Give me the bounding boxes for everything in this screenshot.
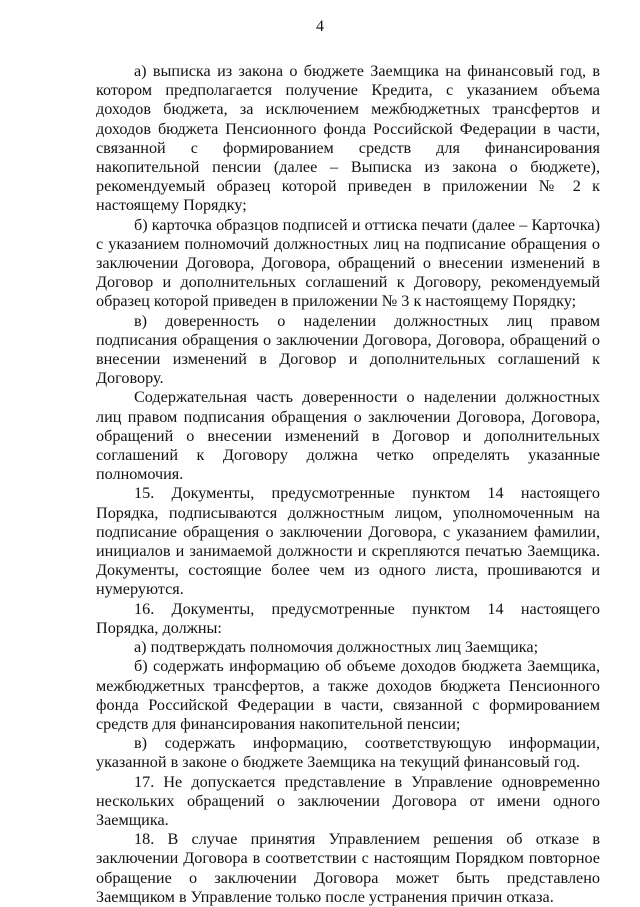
paragraph-16: 16. Документы, предусмотренные пунктом 14 настоящего Порядка, должны: (96, 599, 600, 637)
paragraph-16a: а) подтверждать полномочия должностных лиц Заемщика; (134, 638, 539, 657)
page-number: 4 (316, 18, 324, 35)
paragraph-power-of-attorney: Содержательная часть доверенности о наделении должностных лиц правом подписания обращения о заключении Договора, Договора, обращений о внесении изменений в Договор и дополнительных соглашений к Договору должна четко определять указанные полномочия. (96, 388, 600, 484)
document-body (96, 62, 600, 907)
paragraph-16c: в) содержать информацию, соответствующую информации, указанной в законе о бюджете Заемщика на текущий финансовый год. (96, 734, 600, 772)
paragraph-14b: б) карточка образцов подписей и оттиска печати (далее – Карточка) с указанием полномочий должностных лиц на подписание обращения о заключении Договора, Договора, обращений о внесении изменений в Договор и дополнительных соглашений к Договору, рекомендуемый образец которой приведен в приложении № 3 к настоящему Порядку; (96, 215, 600, 311)
paragraph-16b: б) содержать информацию об объеме доходов бюджета Заемщика, межбюджетных трансфертов, а также доходов бюджета Пенсионного фонда Российской Федерации в части, связанной с формированием средств для финансирования накопительной пенсии; (96, 657, 600, 733)
paragraph-18: 18. В случае принятия Управлением решения об отказе в заключении Договора в соответствии с настоящим Порядком повторное обращение о заключении Договора может быть представлено Заемщиком в Управление только после устранения причин отказа. (96, 830, 600, 906)
paragraph-15: 15. Документы, предусмотренные пунктом 14 настоящего Порядка, подписываются должностным лицом, уполномоченным на подписание обращения о заключении Договора, с указанием фамилии, инициалов и занимаемой должности и скрепляются печатью Заемщика. Документы, состоящие более чем из одного листа, прошиваются и нумеруются. (96, 484, 600, 599)
paragraph-17: 17. Не допускается представление в Управление одновременно нескольких обращений о заключении Договора от имени одного Заемщика. (96, 772, 600, 829)
paragraph-14c: в) доверенность о наделении должностных лиц правом подписания обращения о заключении Договора, Договора, обращений о внесении изменений в Договор и дополнительных соглашений к Договору. (96, 311, 600, 388)
paragraph-14a: а) выписка из закона о бюджете Заемщика на финансовый год, в котором предполагается получение Кредита, с указанием объема доходов бюджета, за исключением межбюджетных трансфертов и доходов бюджета Пенсионного фонда Российской Федерации в части, связанной с формированием средств для финансирования накопительной пенсии (далее – Выписка из закона о бюджете), рекомендуемый образец которой приведен в приложении № 2 к настоящему Порядку; (96, 62, 600, 215)
